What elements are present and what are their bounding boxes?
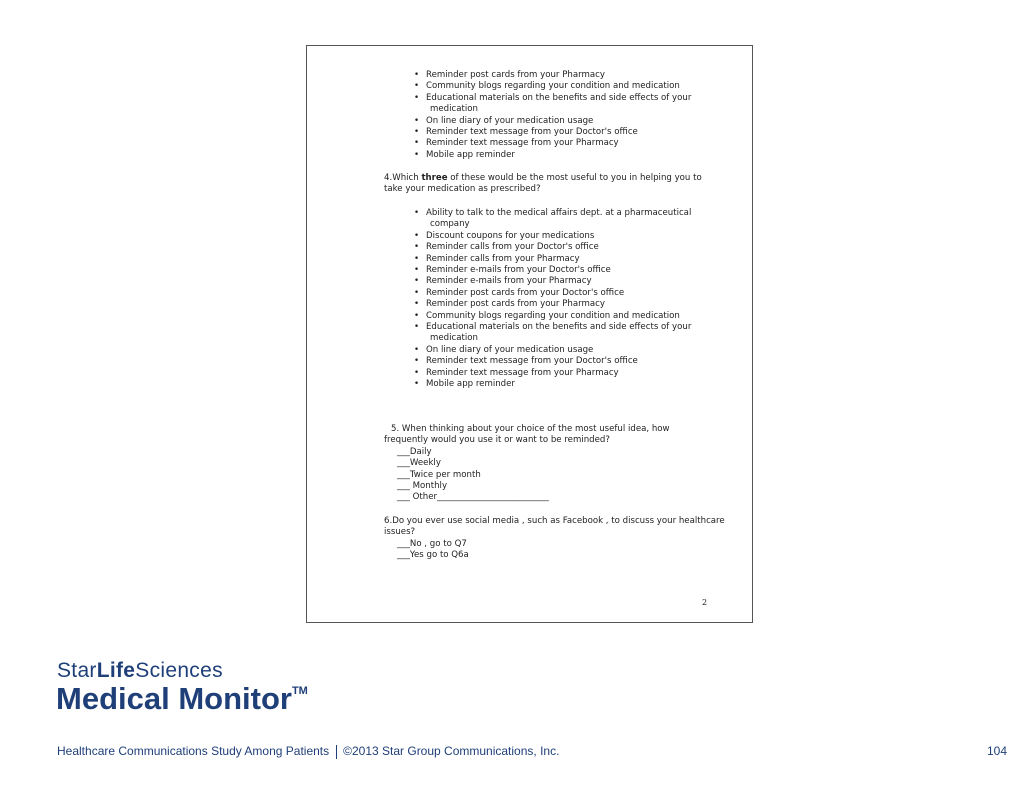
question-6-line2: issues? — [384, 527, 416, 538]
answer-option: ___Daily — [397, 446, 432, 457]
list-item — [413, 81, 733, 92]
list-item — [413, 242, 733, 253]
list-item-text: Reminder e-mails from your Doctor's office — [426, 265, 611, 276]
list-item-text: Reminder post cards from your Doctor's office — [426, 287, 625, 298]
scanned-document-page — [306, 45, 753, 623]
question-6-line1: 6.Do you ever use social media , such as Facebook , to discuss your healthcare — [384, 516, 725, 526]
footer-study-title: Healthcare Communications Study Among Patients — [57, 744, 330, 758]
question-6-options — [384, 539, 744, 562]
list-item-text: Reminder post cards from your Pharmacy — [426, 299, 605, 310]
top-reminder-list — [413, 70, 733, 161]
list-item — [413, 368, 733, 379]
list-item-text: Community blogs regarding your condition and medication — [426, 310, 680, 321]
list-item-text: Reminder calls from your Doctor's office — [426, 242, 599, 253]
list-item — [413, 116, 733, 127]
list-item-text: Reminder text message from your Doctor's office — [426, 356, 638, 367]
document-page-number: 2 — [702, 598, 708, 607]
question-4-emphasis: three — [421, 173, 448, 183]
brand-product-name — [56, 681, 308, 717]
list-item-continuation: medication — [430, 333, 478, 344]
brand-life: Life — [96, 659, 136, 682]
list-item — [413, 345, 733, 356]
list-item-text: Discount coupons for your medications — [426, 230, 595, 241]
list-item — [413, 265, 733, 276]
question-4-options-list — [413, 208, 733, 391]
list-item — [413, 231, 733, 242]
question-5-options — [384, 447, 724, 504]
list-item — [413, 288, 733, 299]
trademark-mark: TM — [291, 685, 308, 697]
list-item — [413, 254, 733, 265]
brand-star: Star — [57, 659, 97, 682]
question-4 — [384, 173, 724, 196]
slide-number: 104 — [986, 744, 1007, 758]
question-5-line2: frequently would you use it or want to be reminded? — [384, 435, 610, 446]
list-item-text: Community blogs regarding your condition and medication — [426, 81, 680, 92]
list-item-text: Mobile app reminder — [426, 379, 515, 390]
list-item — [413, 299, 733, 310]
list-item — [413, 356, 733, 367]
brand-medical-monitor: Medical Monitor — [56, 681, 292, 716]
list-item-text: Reminder calls from your Pharmacy — [426, 253, 580, 264]
list-item — [413, 70, 733, 81]
list-item — [413, 93, 733, 116]
list-item — [413, 379, 733, 390]
question-4-line2: take your medication as prescribed? — [384, 184, 541, 195]
list-item — [413, 150, 733, 161]
answer-option: ___ Other__________________________ — [397, 492, 549, 503]
list-item — [413, 276, 733, 287]
footer-separator — [336, 745, 337, 759]
list-item — [413, 322, 733, 345]
list-item-text: Reminder e-mails from your Pharmacy — [426, 276, 592, 287]
list-item-text: On line diary of your medication usage — [426, 344, 594, 355]
list-item-text: Mobile app reminder — [426, 149, 515, 160]
list-item — [413, 127, 733, 138]
brand-company-name — [57, 659, 223, 683]
list-item-continuation: company — [430, 219, 470, 230]
list-item-text: Reminder post cards from your Pharmacy — [426, 70, 605, 80]
footer-copyright: ©2013 Star Group Communications, Inc. — [343, 744, 560, 758]
list-item-text: Educational materials on the benefits and side effects of your — [426, 322, 692, 333]
list-item-text: Reminder text message from your Doctor's office — [426, 127, 638, 138]
list-item-continuation: medication — [430, 104, 478, 115]
list-item — [413, 208, 733, 231]
answer-option: ___No , go to Q7 — [397, 538, 467, 549]
list-item-text: Reminder text message from your Pharmacy — [426, 367, 619, 378]
list-item — [413, 138, 733, 149]
answer-option: ___Twice per month — [397, 469, 481, 480]
question-5 — [384, 424, 724, 504]
list-item-text: On line diary of your medication usage — [426, 115, 594, 126]
list-item-text: Reminder text message from your Pharmacy — [426, 138, 619, 149]
document-content — [307, 46, 752, 622]
footer — [57, 744, 559, 759]
answer-option: ___ Monthly — [397, 481, 448, 492]
question-5-line1: 5. When thinking about your choice of the most useful idea, how — [391, 424, 670, 434]
question-4-line1 — [384, 173, 724, 184]
answer-option: ___Weekly — [397, 458, 441, 469]
question-4-prefix: 4.Which — [384, 173, 422, 183]
list-item — [413, 311, 733, 322]
list-item-text: Educational materials on the benefits and side effects of your — [426, 92, 692, 103]
brand-sciences: Sciences — [135, 659, 223, 682]
question-4-suffix: of these would be the most useful to you in helping you to — [447, 173, 702, 183]
answer-option: ___Yes go to Q6a — [397, 550, 469, 561]
list-item-text: Ability to talk to the medical affairs dept. at a pharmaceutical — [426, 208, 692, 218]
question-6 — [384, 516, 744, 562]
